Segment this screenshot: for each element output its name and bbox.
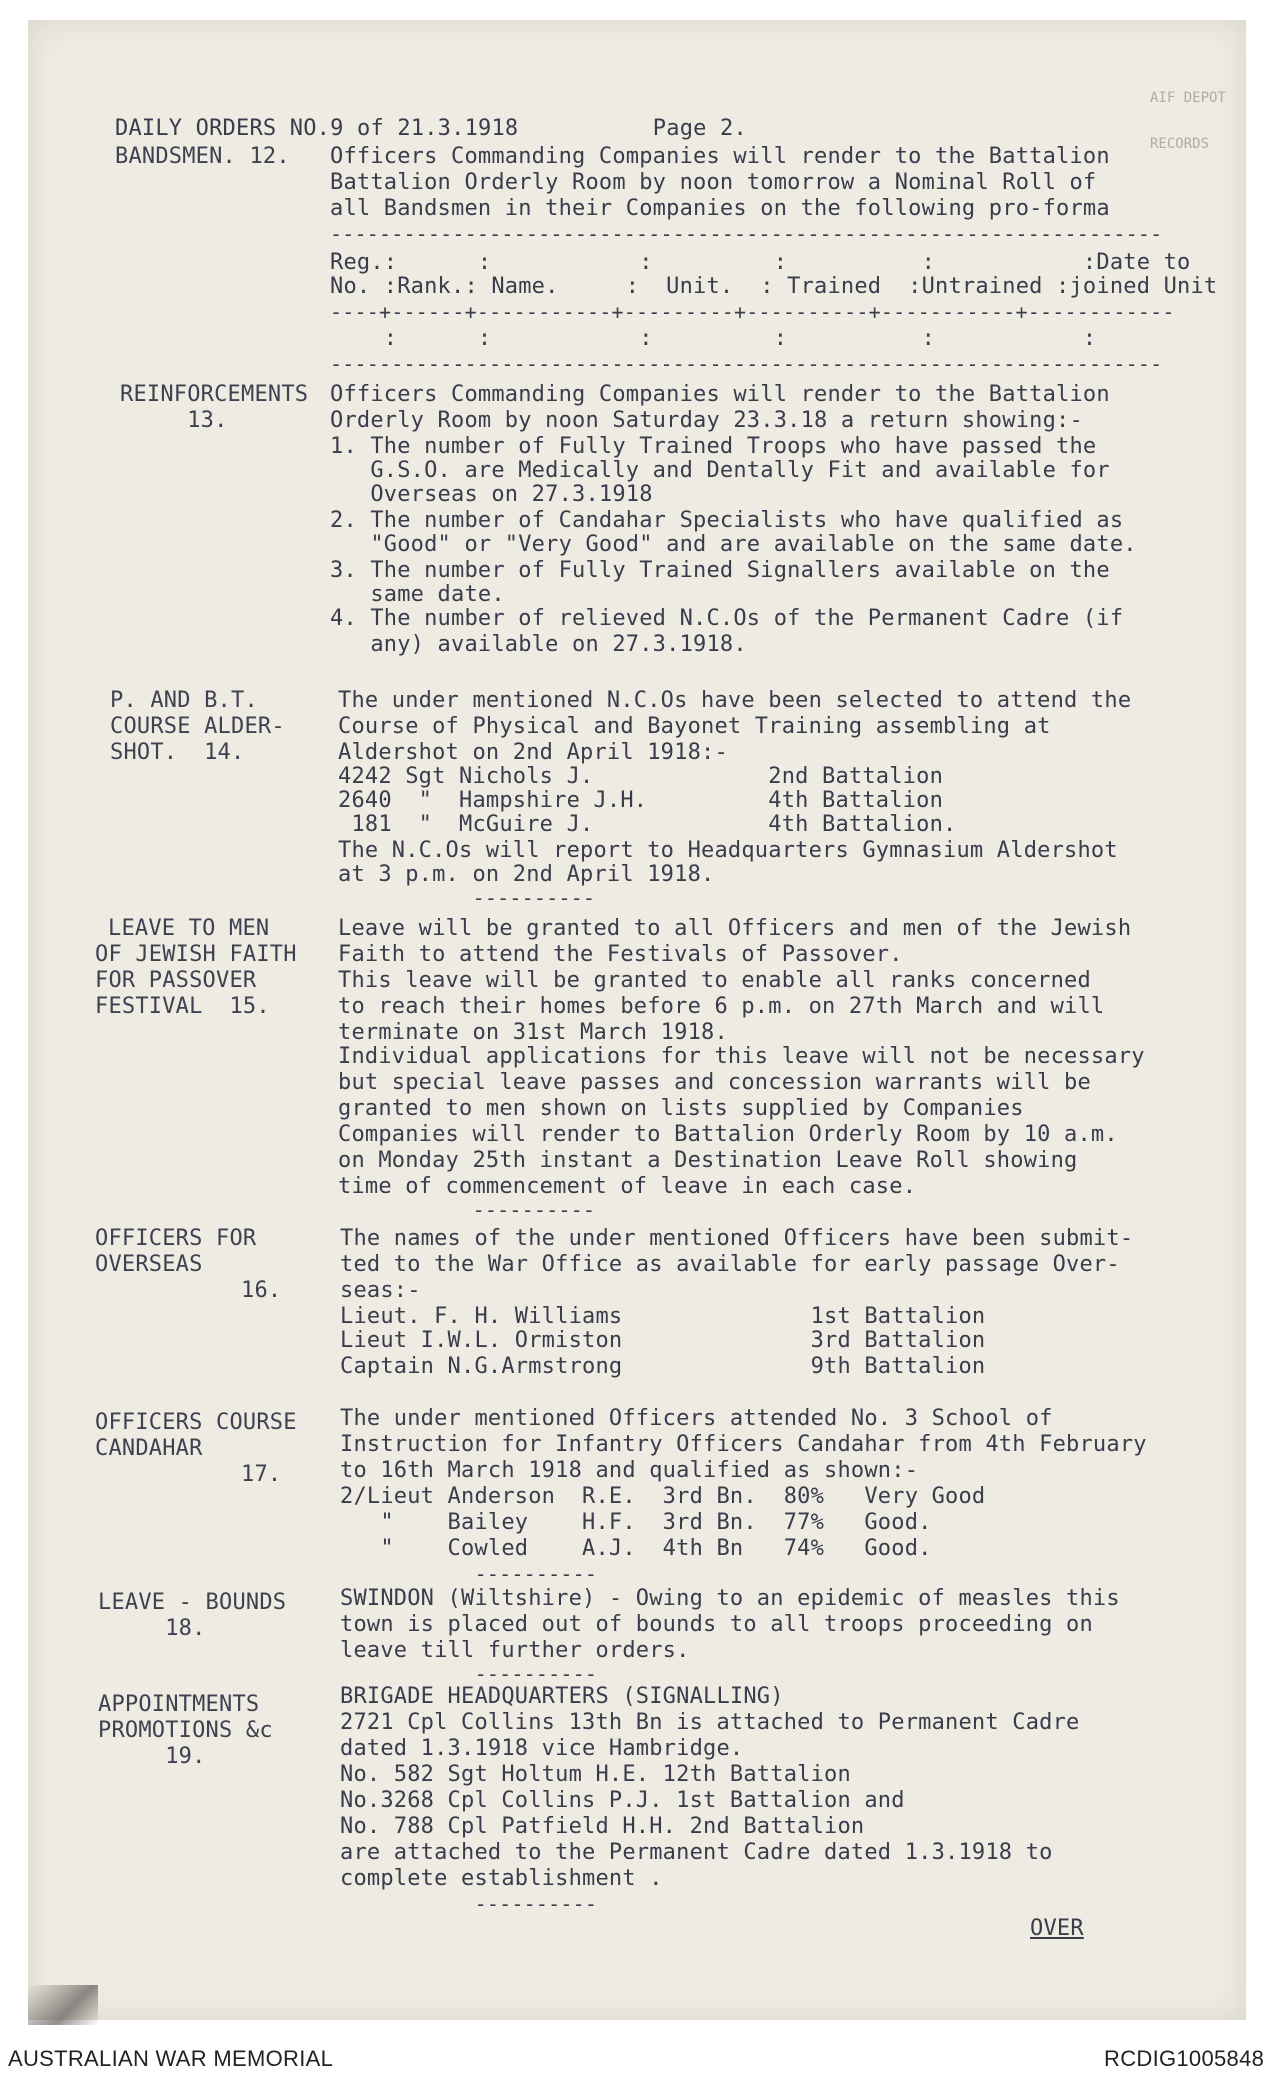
body-line: Officers Commanding Companies will render to the Battalion bbox=[330, 144, 1110, 169]
section-label-leave-jewish: FESTIVAL 15. bbox=[95, 994, 270, 1019]
section-label-officers-overseas: OVERSEAS bbox=[95, 1252, 203, 1277]
body-line: are attached to the Permanent Cadre dated 1.3.1918 to bbox=[340, 1840, 1053, 1865]
section-label-pbt-course: P. AND B.T. bbox=[110, 688, 258, 713]
body-line: Instruction for Infantry Officers Candahar from 4th February bbox=[340, 1432, 1147, 1457]
body-line: 2. The number of Candahar Specialists who have qualified as bbox=[330, 508, 1124, 533]
body-line: " Bailey H.F. 3rd Bn. 77% Good. bbox=[340, 1510, 932, 1535]
section-number: 16. bbox=[120, 1278, 282, 1303]
body-line: Leave will be granted to all Officers and men of the Jewish bbox=[338, 916, 1132, 941]
pro-forma-rule: -------------------------------------------------------------------- bbox=[330, 222, 1163, 246]
pro-forma-header-row: Reg.: : : : : :Date to bbox=[330, 250, 1191, 275]
corner-stamp-line: AIF DEPOT bbox=[1150, 89, 1226, 106]
body-line: No. 788 Cpl Patfield H.H. 2nd Battalion bbox=[340, 1814, 865, 1839]
body-line: time of commencement of leave in each case. bbox=[338, 1174, 917, 1199]
section-label-officers-course: CANDAHAR bbox=[95, 1436, 203, 1461]
section-label-officers-overseas: OFFICERS FOR bbox=[95, 1226, 257, 1251]
body-line: ted to the War Office as available for early passage Over- bbox=[340, 1252, 1120, 1277]
section-divider: ---------- bbox=[340, 1662, 598, 1686]
body-line: 2640 " Hampshire J.H. 4th Battalion bbox=[338, 788, 944, 813]
section-label-leave-jewish: FOR PASSOVER bbox=[95, 968, 257, 993]
body-line: The under mentioned Officers attended No. 3 School of bbox=[340, 1406, 1053, 1431]
pro-forma-header-row: No. :Rank.: Name. : Unit. : Trained :Untrained :joined Unit bbox=[330, 274, 1218, 299]
body-line: same date. bbox=[330, 582, 505, 607]
footer-id: RCDIG1005848 bbox=[1104, 2046, 1265, 2071]
body-line: 181 " McGuire J. 4th Battalion. bbox=[338, 812, 957, 837]
section-label-bandsmen: BANDSMEN. 12. bbox=[115, 144, 290, 169]
section-divider: ---------- bbox=[338, 886, 596, 910]
body-line: G.S.O. are Medically and Dentally Fit and available for bbox=[330, 458, 1110, 483]
body-line: 4. The number of relieved N.C.Os of the Permanent Cadre (if bbox=[330, 606, 1124, 631]
body-line: Battalion Orderly Room by noon tomorrow a Nominal Roll of bbox=[330, 170, 1097, 195]
body-line: Captain N.G.Armstrong 9th Battalion bbox=[340, 1354, 986, 1379]
body-line: leave till further orders. bbox=[340, 1638, 690, 1663]
corner-stamp-line: RECORDS bbox=[1150, 135, 1210, 152]
body-line: 3. The number of Fully Trained Signallers available on the bbox=[330, 558, 1110, 583]
body-line: SWINDON (Wiltshire) - Owing to an epidemic of measles this bbox=[340, 1586, 1120, 1611]
body-line: seas:- bbox=[340, 1278, 421, 1303]
body-line: 2/Lieut Anderson R.E. 3rd Bn. 80% Very Good bbox=[340, 1484, 986, 1509]
body-line: 1. The number of Fully Trained Troops who have passed the bbox=[330, 434, 1097, 459]
body-line: granted to men shown on lists supplied by Companies bbox=[338, 1096, 1024, 1121]
body-line: " Cowled A.J. 4th Bn 74% Good. bbox=[340, 1536, 932, 1561]
body-line: Officers Commanding Companies will render to the Battalion bbox=[330, 382, 1110, 407]
section-label-leave-jewish: LEAVE TO MEN bbox=[108, 916, 270, 941]
body-line: complete establishment . bbox=[340, 1866, 663, 1891]
over-label: OVER bbox=[1030, 1916, 1084, 1941]
body-line: This leave will be granted to enable all ranks concerned bbox=[338, 968, 1091, 993]
body-line: No. 582 Sgt Holtum H.E. 12th Battalion bbox=[340, 1762, 851, 1787]
body-line: "Good" or "Very Good" and are available on the same date. bbox=[330, 532, 1137, 557]
body-line: 4242 Sgt Nichols J. 2nd Battalion bbox=[338, 764, 944, 789]
section-label-leave-bounds: LEAVE - BOUNDS bbox=[98, 1590, 287, 1615]
body-line: Companies will render to Battalion Orderly Room by 10 a.m. bbox=[338, 1122, 1118, 1147]
section-label-leave-jewish: OF JEWISH FAITH bbox=[95, 942, 297, 967]
body-line: Course of Physical and Bayonet Training assembling at bbox=[338, 714, 1051, 739]
corner-stamp bbox=[1150, 60, 1226, 168]
body-line: The names of the under mentioned Officers have been submit- bbox=[340, 1226, 1134, 1251]
body-line: Aldershot on 2nd April 1918:- bbox=[338, 740, 728, 765]
body-line: any) available on 27.3.1918. bbox=[330, 632, 747, 657]
body-line: No.3268 Cpl Collins P.J. 1st Battalion and bbox=[340, 1788, 905, 1813]
body-line: Overseas on 27.3.1918 bbox=[330, 482, 653, 507]
section-label-officers-course: OFFICERS COURSE bbox=[95, 1410, 297, 1435]
body-line: terminate on 31st March 1918. bbox=[338, 1020, 728, 1045]
body-line: Orderly Room by noon Saturday 23.3.18 a return showing:- bbox=[330, 408, 1083, 433]
document-title: DAILY ORDERS NO.9 of 21.3.1918 Page 2. bbox=[115, 116, 747, 141]
section-number: 13. bbox=[120, 408, 228, 433]
body-line: at 3 p.m. on 2nd April 1918. bbox=[338, 862, 715, 887]
body-line: all Bandsmen in their Companies on the following pro-forma bbox=[330, 196, 1110, 221]
section-divider: ---------- bbox=[338, 1198, 596, 1222]
body-line: Faith to attend the Festivals of Passover. bbox=[338, 942, 903, 967]
body-line: 2721 Cpl Collins 13th Bn is attached to Permanent Cadre bbox=[340, 1710, 1080, 1735]
body-line: on Monday 25th instant a Destination Leave Roll showing bbox=[338, 1148, 1078, 1173]
body-line: dated 1.3.1918 vice Hambridge. bbox=[340, 1736, 744, 1761]
body-line: but special leave passes and concession warrants will be bbox=[338, 1070, 1091, 1095]
section-number: 17. bbox=[120, 1462, 282, 1487]
section-label-pbt-course: COURSE ALDER- bbox=[110, 714, 285, 739]
pro-forma-rule: ----+------+-----------+---------+----------+-----------+------------ bbox=[330, 300, 1175, 324]
body-line: Lieut I.W.L. Ormiston 3rd Battalion bbox=[340, 1328, 986, 1353]
body-line: town is placed out of bounds to all troops proceeding on bbox=[340, 1612, 1093, 1637]
body-line: Individual applications for this leave will not be necessary bbox=[338, 1044, 1145, 1069]
section-label-appointments: PROMOTIONS &c bbox=[98, 1718, 273, 1743]
pro-forma-rule: -------------------------------------------------------------------- bbox=[330, 352, 1163, 376]
section-label-pbt-course: SHOT. 14. bbox=[110, 740, 245, 765]
section-divider: ---------- bbox=[340, 1562, 598, 1586]
body-line: BRIGADE HEADQUARTERS (SIGNALLING) bbox=[340, 1684, 784, 1709]
section-divider: ---------- bbox=[340, 1892, 598, 1916]
section-label-appointments: APPOINTMENTS bbox=[98, 1692, 260, 1717]
section-number: 19. bbox=[98, 1744, 206, 1769]
section-number: 18. bbox=[98, 1616, 206, 1641]
pro-forma-empty-row: : : : : : : bbox=[330, 326, 1097, 351]
page-corner-shadow bbox=[28, 1985, 98, 2025]
body-line: to 16th March 1918 and qualified as shown:- bbox=[340, 1458, 919, 1483]
footer-source: AUSTRALIAN WAR MEMORIAL bbox=[8, 2046, 334, 2071]
body-line: The under mentioned N.C.Os have been selected to attend the bbox=[338, 688, 1132, 713]
body-line: Lieut. F. H. Williams 1st Battalion bbox=[340, 1304, 986, 1329]
body-line: The N.C.Os will report to Headquarters Gymnasium Aldershot bbox=[338, 838, 1118, 863]
body-line: to reach their homes before 6 p.m. on 27th March and will bbox=[338, 994, 1105, 1019]
section-label-reinforcements: REINFORCEMENTS bbox=[120, 382, 309, 407]
